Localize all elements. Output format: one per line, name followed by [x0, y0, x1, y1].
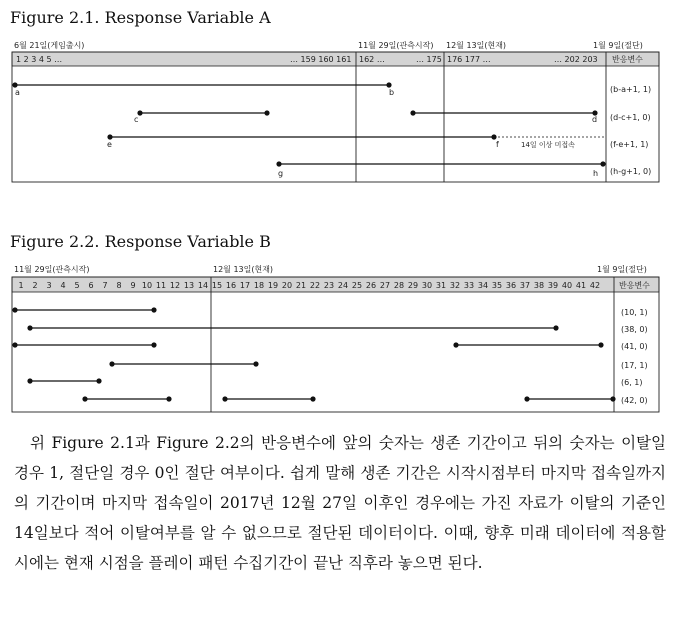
fb-label-obs-start: 11월 29일(관측시작)	[14, 265, 90, 274]
fb-day-26: 26	[365, 281, 377, 290]
fa-point-h	[600, 161, 605, 166]
fb-day-4: 4	[60, 281, 66, 290]
fb-day-6: 6	[88, 281, 94, 290]
fb-day-18: 18	[253, 281, 265, 290]
fa-header-seg-3: 162 …	[359, 55, 385, 64]
fa-point-a	[12, 82, 17, 87]
figure-a-title: Figure 2.1. Response Variable A	[10, 8, 271, 27]
fb-point-6-6	[610, 396, 615, 401]
fb-day-40: 40	[561, 281, 573, 290]
figure-b-title: Figure 2.2. Response Variable B	[10, 232, 271, 251]
fa-point-c-end	[264, 110, 269, 115]
fa-header-seg-5: 176 177 …	[447, 55, 491, 64]
fb-day-8: 8	[116, 281, 122, 290]
fb-point-6-4	[310, 396, 315, 401]
fb-point-4-2	[253, 361, 258, 366]
fb-point-3-2	[151, 342, 156, 347]
fb-day-19: 19	[267, 281, 279, 290]
fa-note-14days: 14일 이상 미접속	[521, 141, 575, 149]
fa-label-a: a	[15, 88, 20, 97]
fb-day-27: 27	[379, 281, 391, 290]
fb-day-25: 25	[351, 281, 363, 290]
fb-response-4: (17, 1)	[621, 361, 648, 370]
fa-label-e: e	[107, 140, 112, 149]
fb-day-14: 14	[197, 281, 209, 290]
fb-day-37: 37	[519, 281, 531, 290]
fb-point-2-2	[553, 325, 558, 330]
fb-day-ticks	[18, 281, 600, 290]
fb-point-6-1	[82, 396, 87, 401]
fa-label-c: c	[134, 115, 139, 124]
fb-point-4-1	[109, 361, 114, 366]
fb-lifelines	[12, 307, 615, 401]
fb-label-cutoff: 1월 9일(절단)	[597, 265, 647, 274]
figure-a-diagram	[12, 40, 659, 182]
fb-day-24: 24	[337, 281, 349, 290]
fb-day-20: 20	[281, 281, 293, 290]
fb-point-6-2	[166, 396, 171, 401]
fb-day-15: 15	[211, 281, 223, 290]
fb-response-6: (42, 0)	[621, 396, 648, 405]
fb-day-32: 32	[449, 281, 461, 290]
fa-label-release: 6월 21일(게임출시)	[14, 41, 85, 50]
fb-day-17: 17	[239, 281, 251, 290]
fb-day-30: 30	[421, 281, 433, 290]
fb-label-now: 12월 13일(현재)	[213, 265, 274, 274]
fb-day-10: 10	[141, 281, 153, 290]
fb-response-2: (38, 0)	[621, 325, 648, 334]
fb-point-3-3	[453, 342, 458, 347]
fb-point-3-1	[12, 342, 17, 347]
fa-response-3: (f-e+1, 1)	[610, 140, 649, 149]
fb-day-31: 31	[435, 281, 447, 290]
fa-response-2: (d-c+1, 0)	[610, 113, 651, 122]
fa-header-seg-4: … 175	[416, 55, 442, 64]
fb-response-5: (6, 1)	[621, 378, 643, 387]
fa-header-seg-6: … 202 203	[554, 55, 598, 64]
fb-day-41: 41	[575, 281, 587, 290]
fb-day-33: 33	[463, 281, 475, 290]
fb-day-35: 35	[491, 281, 503, 290]
fa-header-seg-1: 1 2 3 4 5 …	[16, 55, 63, 64]
fb-day-5: 5	[74, 281, 80, 290]
fb-day-39: 39	[547, 281, 559, 290]
fb-day-38: 38	[533, 281, 545, 290]
fb-point-6-3	[222, 396, 227, 401]
fb-point-1-1	[12, 307, 17, 312]
fb-day-13: 13	[183, 281, 195, 290]
fb-day-36: 36	[505, 281, 517, 290]
fb-day-29: 29	[407, 281, 419, 290]
fb-day-12: 12	[169, 281, 181, 290]
fa-label-b: b	[389, 88, 395, 97]
figure-b-diagram	[12, 264, 659, 412]
fb-point-2-1	[27, 325, 32, 330]
fb-day-23: 23	[323, 281, 335, 290]
fa-point-d-start	[410, 110, 415, 115]
fb-point-3-4	[598, 342, 603, 347]
body-paragraph: 위 Figure 2.1과 Figure 2.2의 반응변수에 앞의 숫자는 생존 기간이고 뒤의 숫자는 이탈일 경우 1, 절단일 경우 0인 절단 여부이다. 쉽게 말해 생존 기간은 시작시점부터 마지막 접속일까지의 기간이며 마지막 접속일이 2017년 12월 27일 이후인 경우에는 가진 자료가 이탈의 기준인 14일보다 적어 이탈여부를 알 수 없으므로 절단된 데이터이다. 이때, 향후 미래 데이터에 적용할 시에는 현재 시점을 플레이 패턴 수집기간이 끝난 직후라 놓으면 된다.	[14, 434, 666, 572]
fb-day-28: 28	[393, 281, 405, 290]
fa-label-h: h	[593, 169, 599, 178]
fb-day-1: 1	[18, 281, 24, 290]
fa-response-1: (b-a+1, 1)	[610, 85, 652, 94]
fb-day-22: 22	[309, 281, 321, 290]
fa-response-header: 반응변수	[612, 55, 643, 64]
fa-point-b	[386, 82, 391, 87]
fb-day-21: 21	[295, 281, 307, 290]
fa-label-cutoff: 1월 9일(절단)	[593, 41, 643, 50]
fb-point-1-2	[151, 307, 156, 312]
fb-day-9: 9	[130, 281, 136, 290]
fb-point-5-1	[27, 378, 32, 383]
fa-point-g	[276, 161, 281, 166]
fa-response-4: (h-g+1, 0)	[610, 167, 652, 176]
fb-response-header: 반응변수	[619, 281, 650, 290]
fb-response-3: (41, 0)	[621, 342, 648, 351]
fb-day-2: 2	[32, 281, 38, 290]
fa-outer-box	[12, 52, 659, 182]
fb-day-34: 34	[477, 281, 489, 290]
fb-point-5-2	[96, 378, 101, 383]
fa-label-obs-start: 11월 29일(관측시작)	[358, 41, 434, 50]
fa-label-d: d	[592, 115, 598, 124]
fa-header-seg-2: … 159 160 161	[290, 55, 352, 64]
fb-response-1: (10, 1)	[621, 308, 648, 317]
fb-day-3: 3	[46, 281, 52, 290]
fb-day-7: 7	[102, 281, 108, 290]
fb-point-6-5	[524, 396, 529, 401]
fa-label-g: g	[278, 169, 284, 178]
fb-day-16: 16	[225, 281, 237, 290]
fb-day-42: 42	[589, 281, 601, 290]
fa-point-e	[107, 134, 112, 139]
fb-day-11: 11	[155, 281, 167, 290]
fa-label-now: 12월 13일(현재)	[446, 41, 507, 50]
fa-label-f: f	[496, 140, 499, 149]
